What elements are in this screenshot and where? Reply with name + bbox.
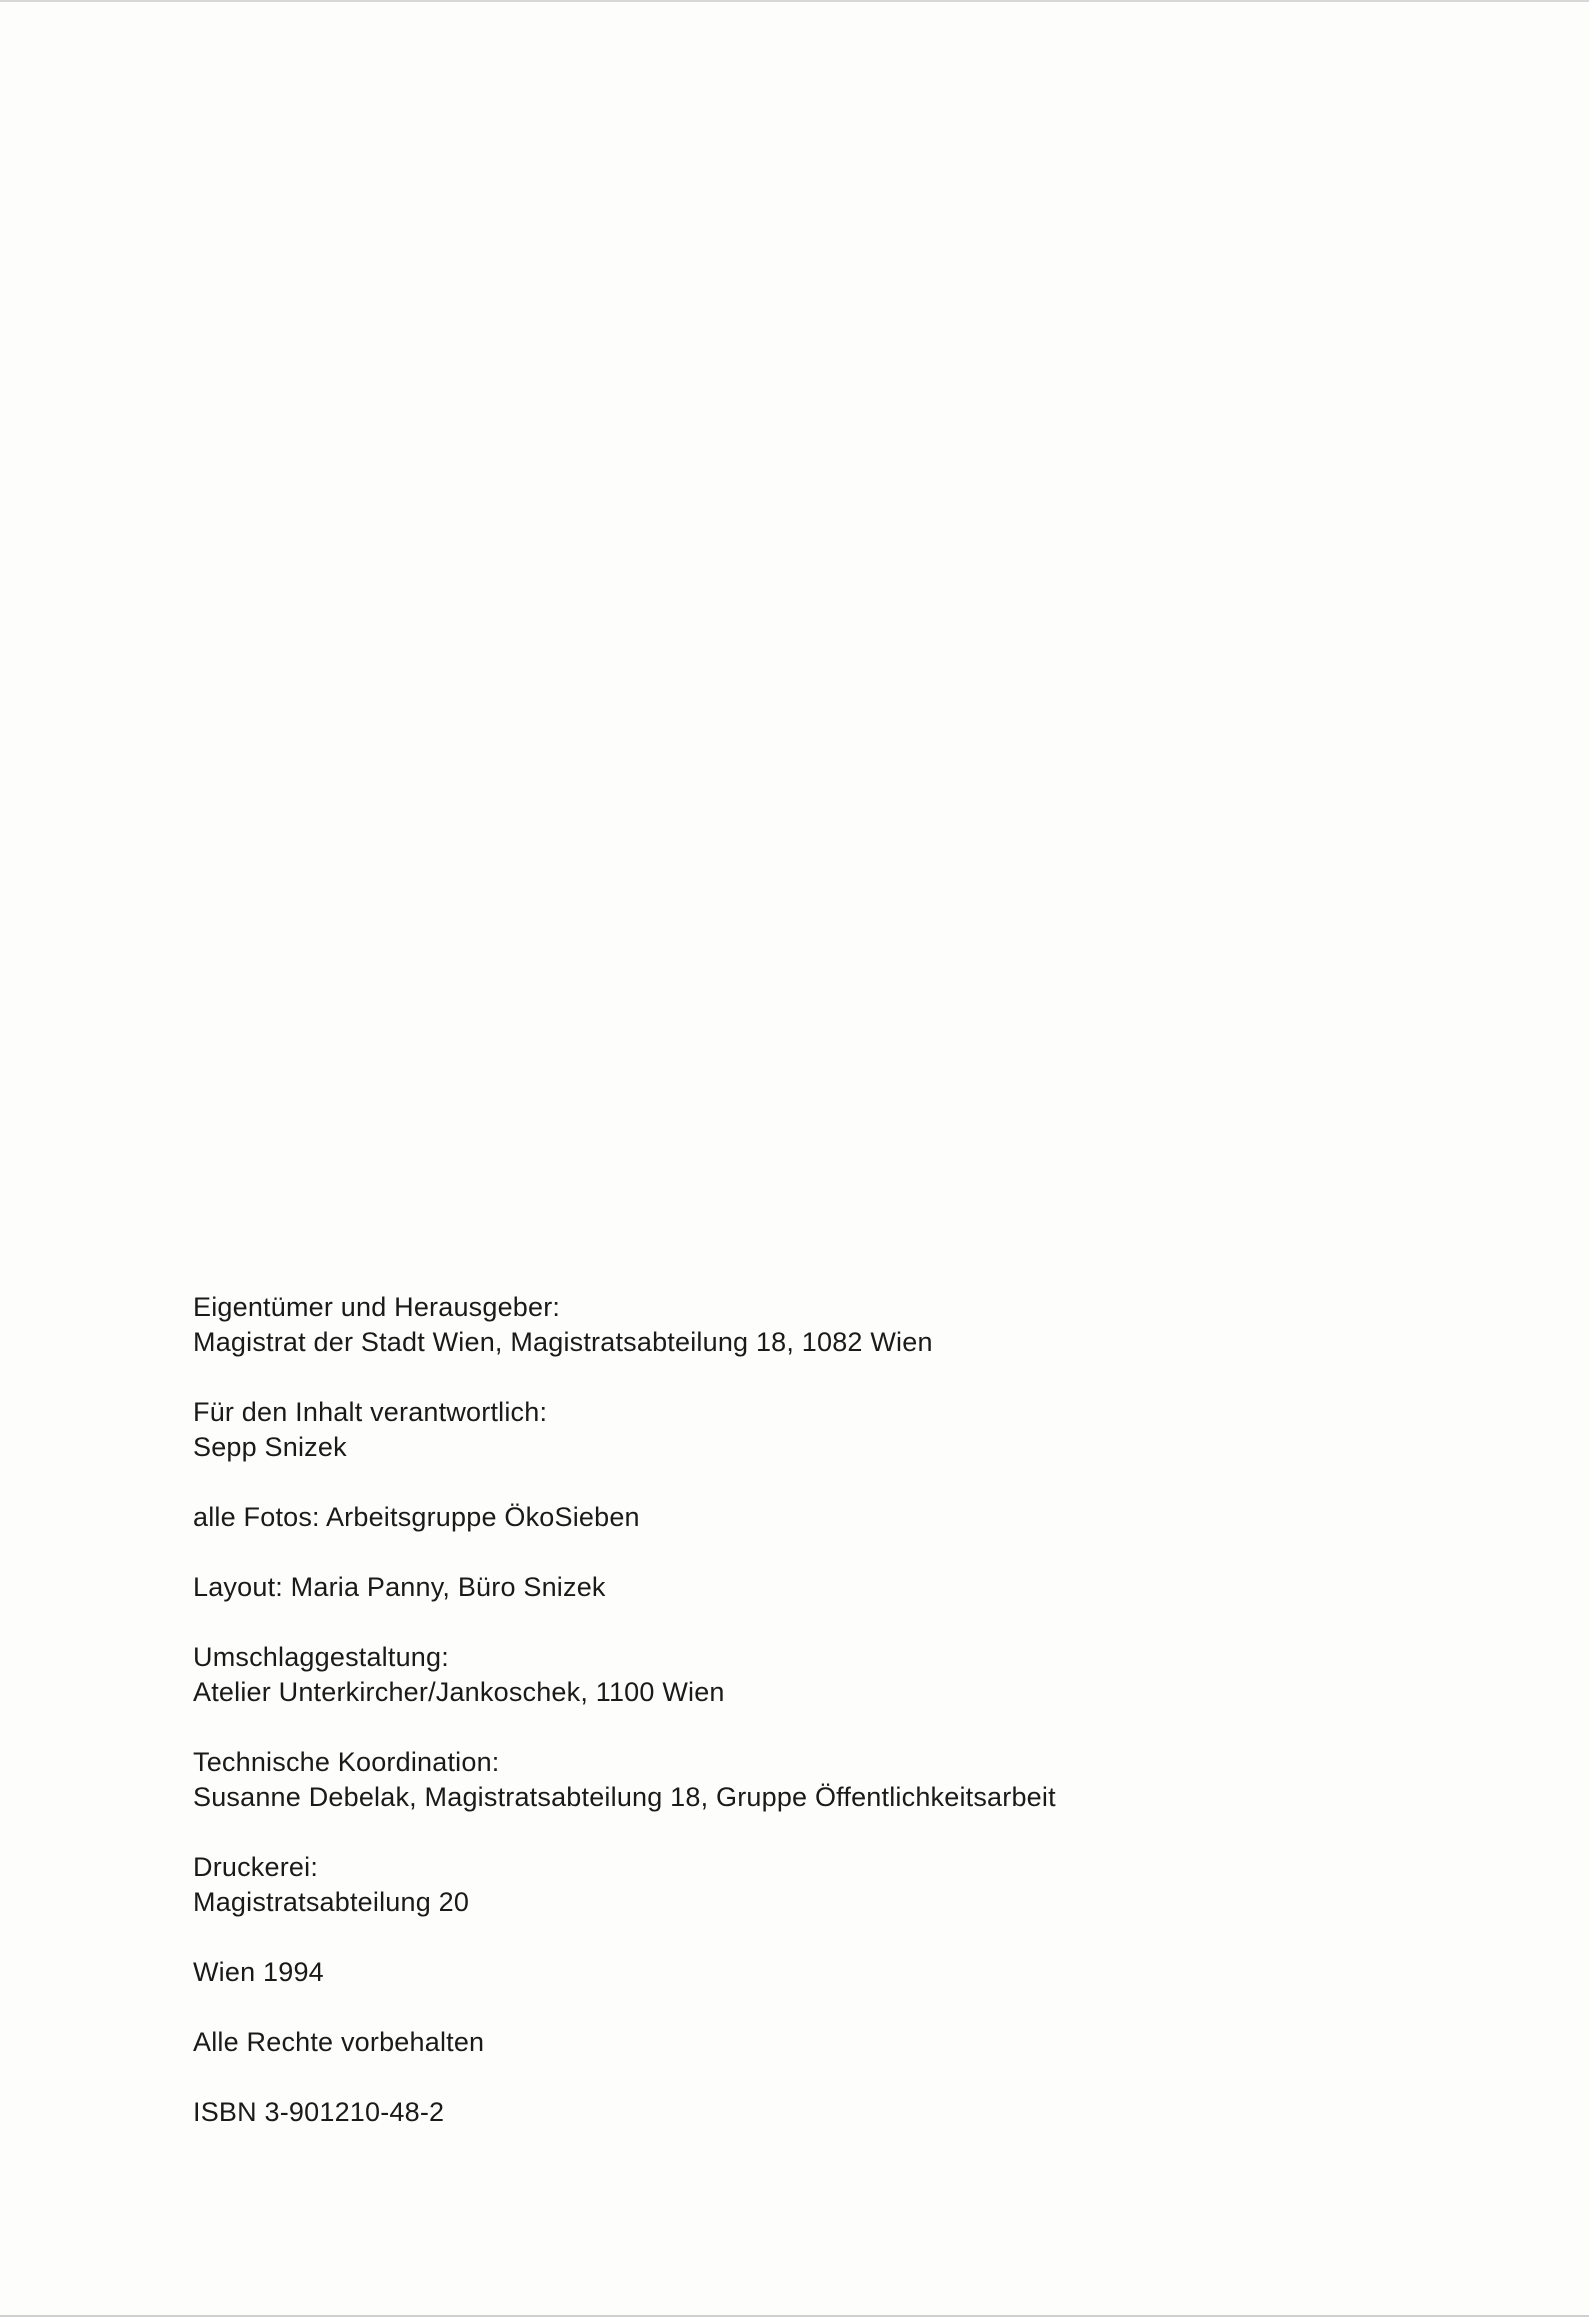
- spacer: [193, 1465, 1443, 1500]
- cover-design-label: Umschlaggestaltung:: [193, 1642, 449, 1672]
- photo-credits: alle Fotos: Arbeitsgruppe ÖkoSieben: [193, 1502, 640, 1532]
- spacer: [193, 1815, 1443, 1850]
- rights-notice: Alle Rechte vorbehalten: [193, 2027, 485, 2057]
- spacer: [193, 1360, 1443, 1395]
- spacer: [193, 1535, 1443, 1570]
- cover-design-value: Atelier Unterkircher/Jankoschek, 1100 Wien: [193, 1677, 725, 1707]
- imprint-block: [193, 1290, 1443, 2130]
- printer-label: Druckerei:: [193, 1852, 319, 1882]
- place-year: Wien 1994: [193, 1957, 324, 1987]
- layout-credits: Layout: Maria Panny, Büro Snizek: [193, 1572, 606, 1602]
- owner-value: Magistrat der Stadt Wien, Magistratsabteilung 18, 1082 Wien: [193, 1327, 933, 1357]
- owner-label: Eigentümer und Herausgeber:: [193, 1292, 561, 1322]
- spacer: [193, 2060, 1443, 2095]
- technical-coordination-label: Technische Koordination:: [193, 1747, 500, 1777]
- content-responsible-value: Sepp Snizek: [193, 1432, 347, 1462]
- spacer: [193, 1710, 1443, 1745]
- spacer: [193, 1920, 1443, 1955]
- content-responsible-label: Für den Inhalt verantwortlich:: [193, 1397, 548, 1427]
- spacer: [193, 1605, 1443, 1640]
- isbn: ISBN 3-901210-48-2: [193, 2097, 445, 2127]
- technical-coordination-value: Susanne Debelak, Magistratsabteilung 18, Gruppe Öffentlichkeitsarbeit: [193, 1782, 1056, 1812]
- spacer: [193, 1990, 1443, 2025]
- page-top-edge: [0, 0, 1589, 2]
- printer-value: Magistratsabteilung 20: [193, 1887, 470, 1917]
